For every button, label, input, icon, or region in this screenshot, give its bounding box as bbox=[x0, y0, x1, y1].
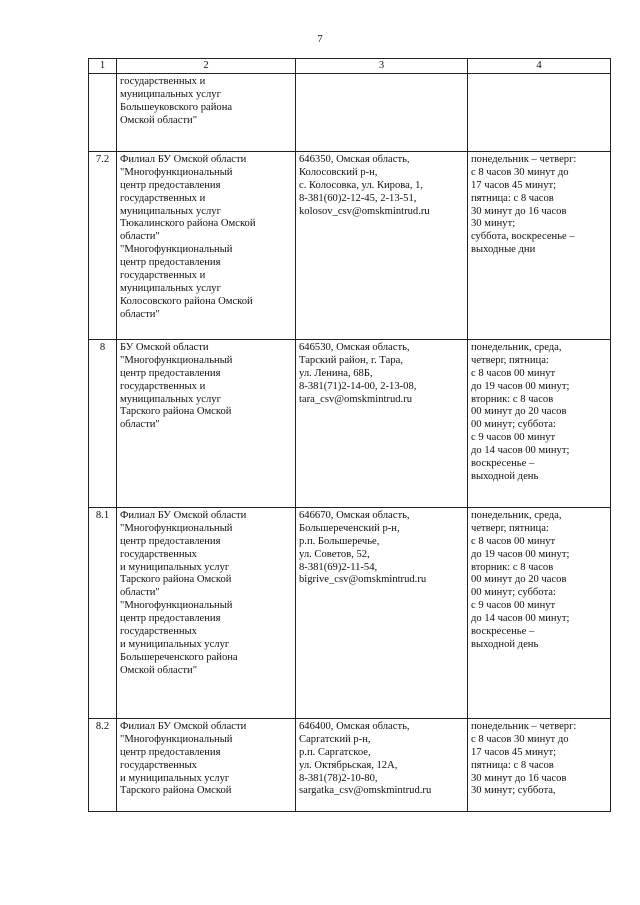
address-contact-cell bbox=[296, 339, 468, 507]
cell-text-line: Колосовского района Омской bbox=[120, 295, 253, 307]
cell-text-line: с 9 часов 00 минут bbox=[471, 600, 556, 612]
schedule-cell bbox=[468, 507, 611, 718]
cell-text-line: и муниципальных услуг bbox=[120, 561, 230, 573]
cell-text-line: выходной день bbox=[471, 470, 539, 482]
cell-text-line: и муниципальных услуг bbox=[120, 772, 230, 784]
cell-text-line: пятница: с 8 часов bbox=[471, 192, 554, 204]
cell-text-line: "Многофункциональный bbox=[120, 166, 233, 178]
cell-text-line: bigrive_csv@omskmintrud.ru bbox=[299, 574, 427, 586]
cell-text-line: с 8 часов 30 минут до bbox=[471, 733, 569, 745]
cell-text-line: Филиал БУ Омской области bbox=[120, 153, 247, 165]
cell-text-line: понедельник, среда, bbox=[471, 509, 562, 521]
cell-text-line: четверг, пятница: bbox=[471, 522, 549, 534]
cell-text-line: sargatka_csv@omskmintrud.ru bbox=[299, 785, 432, 797]
column-header-4: 4 bbox=[468, 59, 611, 74]
schedule-cell bbox=[468, 151, 611, 339]
cell-text-line: Омской области" bbox=[120, 664, 198, 676]
office-name-cell bbox=[117, 73, 296, 151]
cell-text-line: с 8 часов 00 минут bbox=[471, 367, 556, 379]
cell-text-line: ул. Советов, 52, bbox=[299, 548, 370, 560]
cell-text-line: 646350, Омская область, bbox=[299, 153, 410, 165]
column-number-header-row bbox=[89, 59, 611, 74]
cell-text-line: Большереченский р-н, bbox=[299, 522, 400, 534]
office-name-cell bbox=[117, 339, 296, 507]
cell-text-line: области" bbox=[120, 419, 160, 431]
cell-text-line: государственных bbox=[120, 759, 197, 771]
cell-text-line: центр предоставления bbox=[120, 746, 221, 758]
cell-text-line: 8-381(78)2-10-80, bbox=[299, 772, 378, 784]
cell-text-line: 00 минут до 20 часов bbox=[471, 574, 567, 586]
cell-text-line: Тюкалинского района Омской bbox=[120, 218, 256, 230]
cell-text-line: Филиал БУ Омской области bbox=[120, 720, 247, 732]
cell-text-line: государственных и bbox=[120, 75, 206, 87]
cell-text-line: 646400, Омская область, bbox=[299, 720, 410, 732]
cell-text-line: "Многофункциональный bbox=[120, 522, 233, 534]
cell-text-line: с. Колосовка, ул. Кирова, 1, bbox=[299, 179, 424, 191]
cell-text-line: Тарского района Омской bbox=[120, 785, 232, 797]
cell-text-line: Омской области" bbox=[120, 114, 198, 126]
cell-text-line: центр предоставления bbox=[120, 367, 221, 379]
table-row bbox=[89, 718, 611, 811]
cell-text-line: суббота, воскресенье – bbox=[471, 231, 575, 243]
cell-text-line: 17 часов 45 минут; bbox=[471, 746, 557, 758]
cell-text-line: муниципальных услуг bbox=[120, 88, 221, 100]
cell-text-line: 30 минут; bbox=[471, 218, 516, 230]
cell-text-line: tara_csv@omskmintrud.ru bbox=[299, 393, 413, 405]
cell-text-line: Колосовский р-н, bbox=[299, 166, 378, 178]
cell-text-line: государственных и bbox=[120, 380, 206, 392]
cell-text-line: "Многофункциональный bbox=[120, 733, 233, 745]
cell-text-line: 646670, Омская область, bbox=[299, 509, 410, 521]
cell-text-line: муниципальных услуг bbox=[120, 393, 221, 405]
cell-text-line: "Многофункциональный bbox=[120, 600, 233, 612]
cell-text-line: с 8 часов 00 минут bbox=[471, 535, 556, 547]
cell-text-line: 646530, Омская область, bbox=[299, 341, 410, 353]
cell-text-line: понедельник – четверг: bbox=[471, 720, 577, 732]
cell-text-line: с 8 часов 30 минут до bbox=[471, 166, 569, 178]
cell-text-line: муниципальных услуг bbox=[120, 205, 221, 217]
row-number: 8.1 bbox=[89, 507, 117, 718]
row-number: 8.2 bbox=[89, 718, 117, 811]
cell-text-line: 8-381(69)2-11-54, bbox=[299, 561, 378, 573]
cell-text-line: до 19 часов 00 минут; bbox=[471, 548, 570, 560]
cell-text-line: государственных и bbox=[120, 192, 206, 204]
cell-text-line: kolosov_csv@omskmintrud.ru bbox=[299, 205, 430, 217]
schedule-cell bbox=[468, 718, 611, 811]
table-row bbox=[89, 151, 611, 339]
cell-text-line: ул. Октябрьская, 12А, bbox=[299, 759, 398, 771]
cell-text-line: 17 часов 45 минут; bbox=[471, 179, 557, 191]
table-row bbox=[89, 73, 611, 151]
cell-text-line: государственных bbox=[120, 548, 197, 560]
cell-text-line: вторник: с 8 часов bbox=[471, 393, 554, 405]
cell-text-line: до 14 часов 00 минут; bbox=[471, 445, 570, 457]
cell-text-line: 8-381(71)2-14-00, 2-13-08, bbox=[299, 380, 417, 392]
office-name-cell bbox=[117, 718, 296, 811]
cell-text-line: центр предоставления bbox=[120, 535, 221, 547]
cell-text-line: вторник: с 8 часов bbox=[471, 561, 554, 573]
cell-text-line: центр предоставления bbox=[120, 613, 221, 625]
cell-text-line: "Многофункциональный bbox=[120, 354, 233, 366]
office-name-cell bbox=[117, 151, 296, 339]
cell-text-line: с 9 часов 00 минут bbox=[471, 432, 556, 444]
page-number: 7 bbox=[317, 33, 323, 45]
table-row bbox=[89, 507, 611, 718]
cell-text-line: пятница: с 8 часов bbox=[471, 759, 554, 771]
column-header-1: 1 bbox=[89, 59, 117, 74]
cell-text-line: четверг, пятница: bbox=[471, 354, 549, 366]
column-header-3: 3 bbox=[296, 59, 468, 74]
cell-text-line: области" bbox=[120, 587, 160, 599]
address-contact-cell bbox=[296, 73, 468, 151]
cell-text-line: 8-381(60)2-12-45, 2-13-51, bbox=[299, 192, 417, 204]
row-number: 7.2 bbox=[89, 151, 117, 339]
cell-text-line: Большеуковского района bbox=[120, 101, 233, 113]
cell-text-line: Тарский район, г. Тара, bbox=[299, 354, 403, 366]
address-contact-cell bbox=[296, 507, 468, 718]
cell-text-line: 30 минут до 16 часов bbox=[471, 772, 567, 784]
cell-text-line: центр предоставления bbox=[120, 179, 221, 191]
cell-text-line: БУ Омской области bbox=[120, 341, 209, 353]
cell-text-line: выходной день bbox=[471, 638, 539, 650]
cell-text-line: до 19 часов 00 минут; bbox=[471, 380, 570, 392]
address-contact-cell bbox=[296, 718, 468, 811]
cell-text-line: 00 минут до 20 часов bbox=[471, 406, 567, 418]
row-number bbox=[89, 73, 117, 151]
schedule-cell bbox=[468, 73, 611, 151]
cell-text-line: области" bbox=[120, 308, 160, 320]
office-name-cell bbox=[117, 507, 296, 718]
cell-text-line: и муниципальных услуг bbox=[120, 638, 230, 650]
cell-text-line: выходные дни bbox=[471, 244, 536, 256]
cell-text-line: 00 минут; суббота: bbox=[471, 587, 556, 599]
cell-text-line: Саргатский р-н, bbox=[299, 733, 371, 745]
cell-text-line: до 14 часов 00 минут; bbox=[471, 613, 570, 625]
cell-text-line: Филиал БУ Омской области bbox=[120, 509, 247, 521]
column-header-2: 2 bbox=[117, 59, 296, 74]
cell-text-line: понедельник, среда, bbox=[471, 341, 562, 353]
cell-text-line: ул. Ленина, 68Б, bbox=[299, 367, 373, 379]
cell-text-line: государственных и bbox=[120, 270, 206, 282]
cell-text-line: Тарского района Омской bbox=[120, 574, 232, 586]
cell-text-line: области" bbox=[120, 231, 160, 243]
address-contact-cell bbox=[296, 151, 468, 339]
cell-text-line: центр предоставления bbox=[120, 257, 221, 269]
cell-text-line: 30 минут до 16 часов bbox=[471, 205, 567, 217]
row-number: 8 bbox=[89, 339, 117, 507]
cell-text-line: Тарского района Омской bbox=[120, 406, 232, 418]
cell-text-line: 30 минут; суббота, bbox=[471, 785, 556, 797]
cell-text-line: "Многофункциональный bbox=[120, 244, 233, 256]
mfc-offices-table bbox=[88, 58, 611, 812]
cell-text-line: р.п. Саргатское, bbox=[299, 746, 371, 758]
cell-text-line: Большереченского района bbox=[120, 651, 238, 663]
cell-text-line: воскресенье – bbox=[471, 626, 535, 638]
cell-text-line: 00 минут; суббота: bbox=[471, 419, 556, 431]
cell-text-line: государственных bbox=[120, 626, 197, 638]
table-row bbox=[89, 339, 611, 507]
cell-text-line: р.п. Большеречье, bbox=[299, 535, 380, 547]
cell-text-line: понедельник – четверг: bbox=[471, 153, 577, 165]
cell-text-line: муниципальных услуг bbox=[120, 282, 221, 294]
cell-text-line: воскресенье – bbox=[471, 458, 535, 470]
schedule-cell bbox=[468, 339, 611, 507]
